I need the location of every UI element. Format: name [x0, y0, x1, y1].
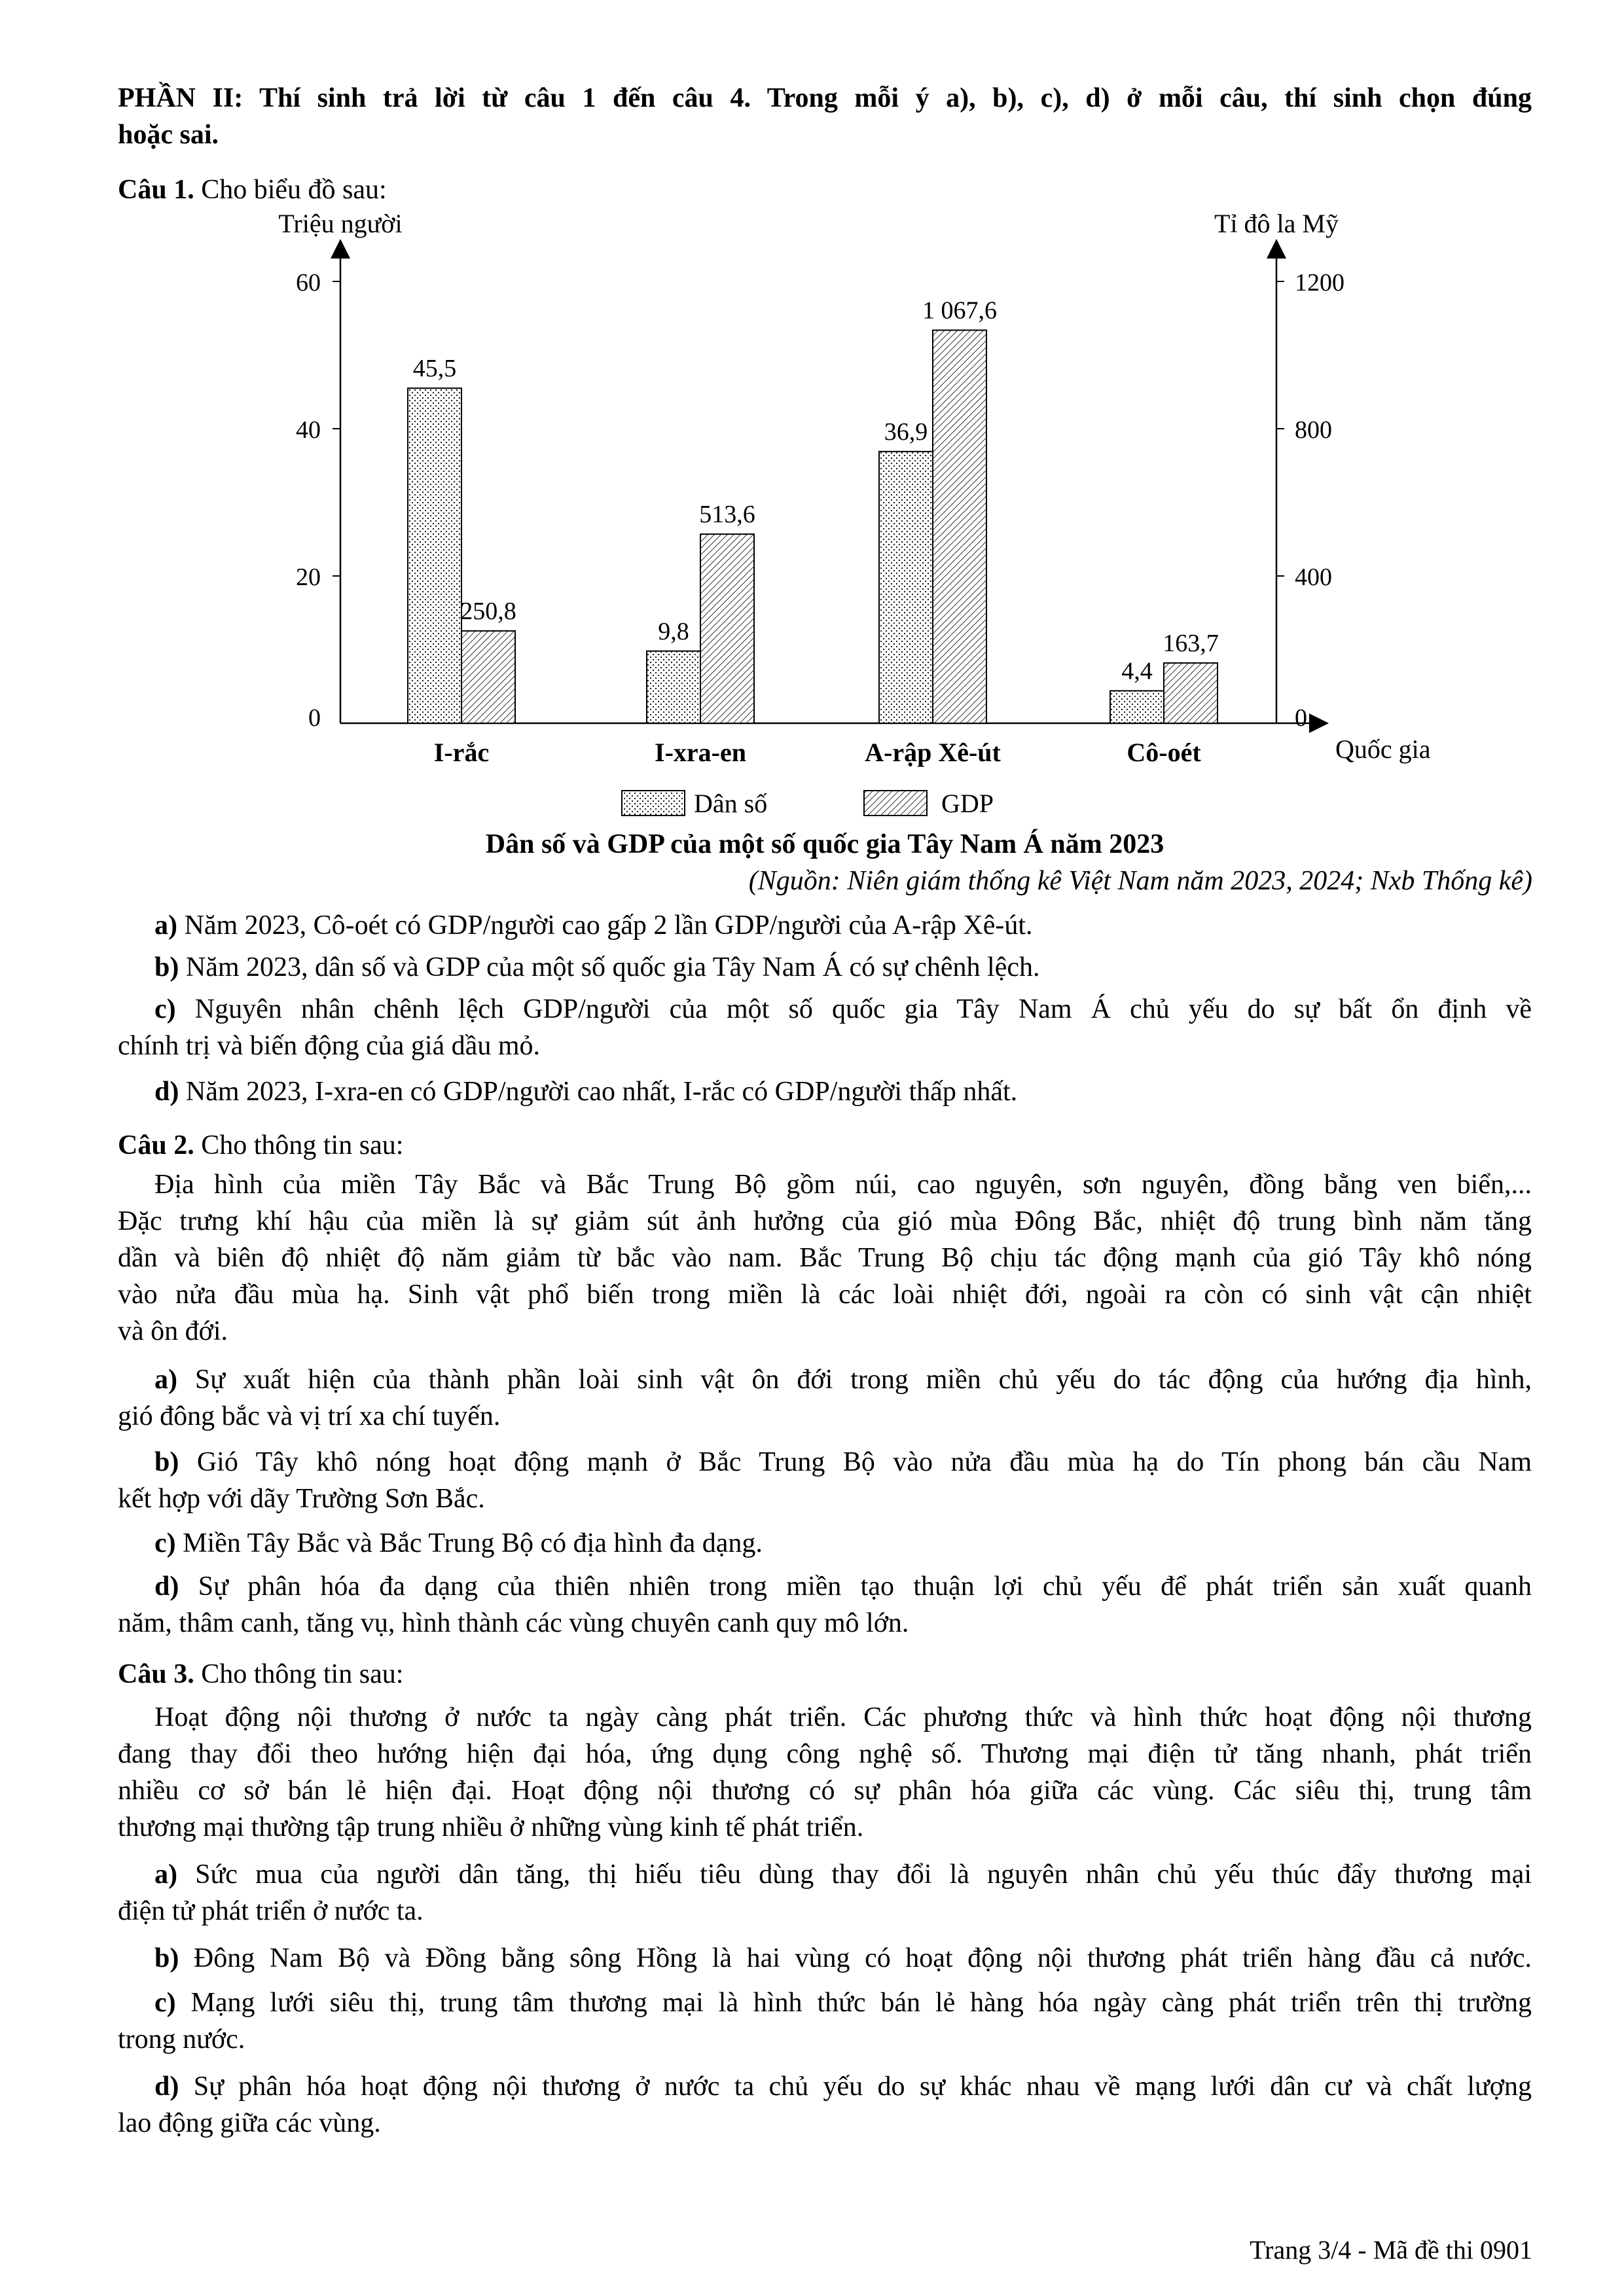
right-tick-label: 0 — [1295, 704, 1307, 732]
left-tick-label: 20 — [296, 564, 321, 591]
category-label: I-rắc — [433, 738, 490, 767]
population-bar — [1110, 691, 1164, 724]
q2-option-d: d) Sự phân hóa đa dạng của thiên nhiên trong miền tạo thuận lợi chủ yếu để phát triển sản xuất quanh — [154, 1571, 1532, 1602]
q1-option-b: b) Năm 2023, dân số và GDP của một số quốc gia Tây Nam Á có sự chênh lệch. — [154, 952, 1040, 982]
gdp-value-label: 250,8 — [460, 597, 516, 625]
right-tick-label: 400 — [1295, 564, 1332, 591]
q1-option-a: a) Năm 2023, Cô-oét có GDP/người cao gấp 2 lần GDP/người của A-rập Xê-út. — [154, 910, 1033, 941]
q1-option-d: d) Năm 2023, I-xra-en có GDP/người cao nhất, I-rắc có GDP/người thấp nhất. — [154, 1077, 1018, 1107]
left-tick-label: 0 — [308, 704, 321, 732]
gdp-bar — [1164, 663, 1218, 723]
q2-option-b-cont: kết hợp với dãy Trường Sơn Bắc. — [118, 1484, 485, 1514]
chart-source: (Nguồn: Niên giám thống kê Việt Nam năm 2023, 2024; Nxb Thống kê) — [748, 866, 1532, 896]
question-3-heading: Câu 3. Cho thông tin sau: — [118, 1659, 404, 1689]
chart-caption: Dân số và GDP của một số quốc gia Tây Nam Á năm 2023 — [485, 829, 1164, 859]
q3-option-b: b) Đông Nam Bộ và Đồng bằng sông Hồng là hai vùng có hoạt động nội thương phát triển hàng đầu cả nước. — [154, 1943, 1532, 1973]
part-header-line-2: hoặc sai. — [118, 120, 219, 150]
q1-option-c: c) Nguyên nhân chênh lệch GDP/người của một số quốc gia Tây Nam Á chủ yếu do sự bất ổn định về — [154, 994, 1532, 1024]
population-gdp-chart — [249, 203, 1440, 831]
question-1-intro: Cho biểu đồ sau: — [194, 175, 387, 205]
question-1-label: Câu 1. — [118, 175, 194, 205]
gdp-bar — [461, 631, 515, 723]
population-bar — [408, 388, 461, 723]
q2-passage-line: vào nửa đầu mùa hạ. Sinh vật phổ biến trong miền là các loài nhiệt đới, ngoài ra còn có sinh vật cận nhiệt — [118, 1280, 1532, 1310]
population-value-label: 4,4 — [1121, 657, 1153, 685]
gdp-bar — [933, 330, 986, 723]
gdp-value-label: 163,7 — [1163, 629, 1219, 657]
gdp-bar — [700, 534, 754, 723]
q2-passage-line: dần và biên độ nhiệt độ năm giảm từ bắc vào nam. Bắc Trung Bộ chịu tác động mạnh của gió Tây khô nóng — [118, 1243, 1532, 1273]
q2-passage-line: và ôn đới. — [118, 1316, 228, 1346]
q2-option-b: b) Gió Tây khô nóng hoạt động mạnh ở Bắc Trung Bộ vào nửa đầu mùa hạ do Tín phong bán cầu Nam — [154, 1447, 1532, 1477]
q3-passage-line: Hoạt động nội thương ở nước ta ngày càng phát triển. Các phương thức và hình thức hoạt động nội thương — [154, 1702, 1532, 1732]
category-label: I-xra-en — [655, 738, 746, 767]
q3-passage-line: thương mại thường tập trung nhiều ở những vùng kinh tế phát triển. — [118, 1812, 864, 1842]
q2-passage-line: Đặc trưng khí hậu của miền là sự giảm sút ảnh hưởng của gió mùa Đông Bắc, nhiệt độ trung bình năm tăng — [118, 1206, 1532, 1236]
q3-passage-line: nhiều cơ sở bán lẻ hiện đại. Hoạt động nội thương có sự phân hóa giữa các vùng. Các siêu thị, trung tâm — [118, 1776, 1532, 1806]
q2-passage-line: Địa hình của miền Tây Bắc và Bắc Trung Bộ gồm núi, cao nguyên, sơn nguyên, đồng bằng ven biển,... — [154, 1170, 1532, 1200]
q3-option-c-cont: trong nước. — [118, 2024, 245, 2054]
category-label: Cô-oét — [1127, 738, 1201, 767]
q3-option-a-cont: điện tử phát triển ở nước ta. — [118, 1896, 424, 1926]
population-value-label: 45,5 — [412, 355, 457, 383]
right-tick-label: 1200 — [1295, 269, 1344, 296]
population-value-label: 36,9 — [884, 418, 928, 446]
q1-option-c-cont: chính trị và biến động của giá dầu mỏ. — [118, 1031, 540, 1061]
population-value-label: 9,8 — [658, 617, 689, 645]
right-axis-title: Tỉ đô la Mỹ — [1214, 209, 1339, 238]
population-bar — [647, 651, 700, 723]
right-tick-label: 800 — [1295, 416, 1332, 444]
q2-option-d-cont: năm, thâm canh, tăng vụ, hình thành các vùng chuyên canh quy mô lớn. — [118, 1608, 909, 1638]
question-2-heading: Câu 2. Cho thông tin sau: — [118, 1130, 404, 1160]
gdp-value-label: 513,6 — [699, 501, 755, 529]
q3-option-d-cont: lao động giữa các vùng. — [118, 2108, 381, 2138]
left-tick-label: 60 — [296, 269, 321, 296]
q3-option-c: c) Mạng lưới siêu thị, trung tâm thương mại là hình thức bán lẻ hàng hóa ngày càng phát triển trên thị trường — [154, 1988, 1532, 2018]
part-header-line-1: PHẦN II: Thí sinh trả lời từ câu 1 đến câu 4. Trong mỗi ý a), b), c), d) ở mỗi câu, thí sinh chọn đúng — [118, 83, 1532, 113]
q2-option-c: c) Miền Tây Bắc và Bắc Trung Bộ có địa hình đa dạng. — [154, 1528, 763, 1558]
page-footer: Trang 3/4 - Mã đề thi 0901 — [1250, 2235, 1532, 2265]
q2-option-a: a) Sự xuất hiện của thành phần loài sinh vật ôn đới trong miền chủ yếu do tác động của hướng địa hình, — [154, 1365, 1532, 1395]
gdp-value-label: 1 067,6 — [922, 296, 997, 325]
x-axis-title: Quốc gia — [1335, 734, 1431, 764]
q3-option-a: a) Sức mua của người dân tăng, thị hiếu tiêu dùng thay đổi là nguyên nhân chủ yếu thúc đẩy thương mại — [154, 1859, 1532, 1890]
legend-swatch-gdp — [864, 791, 927, 816]
category-label: A-rập Xê-út — [865, 738, 1001, 767]
legend-label-population: Dân số — [694, 789, 768, 818]
population-bar — [879, 452, 933, 723]
legend-swatch-population — [622, 791, 685, 816]
q3-option-d: d) Sự phân hóa hoạt động nội thương ở nước ta chủ yếu do sự khác nhau về mạng lưới dân cư và chất lượng — [154, 2072, 1532, 2102]
q2-option-a-cont: gió đông bắc và vị trí xa chí tuyến. — [118, 1401, 501, 1431]
left-tick-label: 40 — [296, 416, 321, 444]
q3-passage-line: đang thay đổi theo hướng hiện đại hóa, ứng dụng công nghệ số. Thương mại điện tử tăng nhanh, phát triển — [118, 1739, 1532, 1769]
legend-label-gdp: GDP — [941, 789, 994, 818]
left-axis-title: Triệu người — [278, 209, 403, 238]
